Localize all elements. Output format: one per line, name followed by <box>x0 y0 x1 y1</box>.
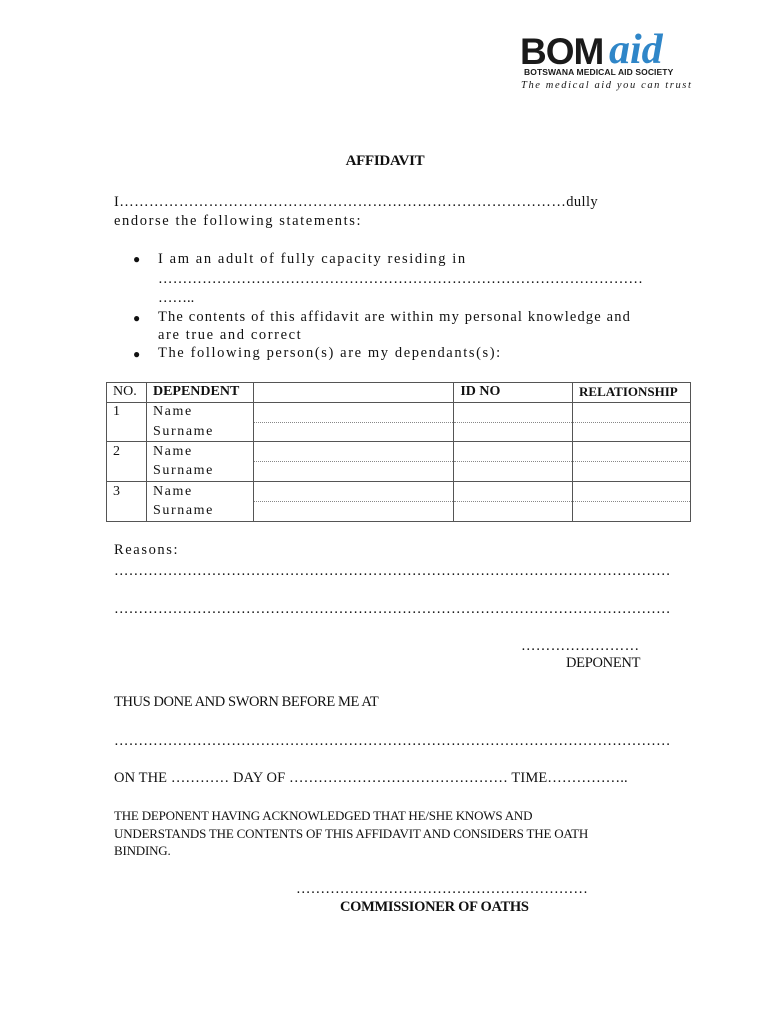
id-no-cell[interactable] <box>454 402 573 422</box>
statement-2-line-1: The contents of this affidavit are within my personal knowledge and <box>158 309 632 325</box>
commissioner-label: COMMISSIONER OF OATHS <box>340 899 529 915</box>
sworn-date-time-line[interactable]: ON THE ………… DAY OF ……………………………………… TIME…………….. <box>114 770 628 786</box>
acknowledgement-line-1: THE DEPONENT HAVING ACKNOWLEDGED THAT HE/SHE KNOWS AND <box>114 808 533 823</box>
row-no: 3 <box>107 481 147 501</box>
id-no-cell[interactable] <box>454 481 573 501</box>
id-no-cell[interactable] <box>454 501 573 521</box>
reasons-label: Reasons: <box>114 542 180 558</box>
acknowledgement-line-2: UNDERSTANDS THE CONTENTS OF THIS AFFIDAVIT AND CONSIDERS THE OATH <box>114 826 589 841</box>
commissioner-signature-line[interactable]: …………………………………………………… <box>296 881 588 897</box>
bullet-icon: ● <box>133 252 141 266</box>
relationship-cell[interactable] <box>573 481 691 501</box>
deponent-signature-line[interactable]: …………………… <box>521 638 640 654</box>
bomaid-logo <box>520 27 695 94</box>
row-dependent-label: Name <box>146 481 253 501</box>
statement-2-line-2: are true and correct <box>158 327 303 343</box>
logo-bom-text: BOM <box>520 31 604 72</box>
dependent-name-cell[interactable] <box>253 481 453 501</box>
dependent-surname-cell[interactable] <box>253 462 453 482</box>
table-row <box>107 462 691 482</box>
relationship-cell[interactable] <box>573 462 691 482</box>
dependent-name-cell[interactable] <box>253 442 453 462</box>
row-dependent-label: Name <box>146 442 253 462</box>
statement-1-line-3: …….. <box>158 290 195 306</box>
relationship-cell[interactable] <box>573 422 691 442</box>
statement-3-line-1: The following person(s) are my dependants(s): <box>158 345 502 361</box>
reasons-line-1[interactable]: …………………………………………………………………………………………………… <box>114 563 671 579</box>
bullet-icon: ● <box>133 347 141 361</box>
deponent-label: DEPONENT <box>566 655 641 671</box>
reasons-line-2[interactable]: …………………………………………………………………………………………………… <box>114 601 671 617</box>
table-header-row <box>107 383 691 403</box>
document-title: AFFIDAVIT <box>345 153 425 169</box>
id-no-cell[interactable] <box>454 442 573 462</box>
bullet-icon: ● <box>133 311 141 325</box>
row-dependent-label: Name <box>146 402 253 422</box>
header-id-no: ID NO <box>454 383 573 403</box>
relationship-cell[interactable] <box>573 402 691 422</box>
header-no: NO. <box>107 383 147 403</box>
header-relationship: RELATIONSHIP <box>573 383 691 403</box>
statement-1-line-2: ……………………………………………………………………………………… <box>158 271 644 287</box>
dependent-name-cell[interactable] <box>253 402 453 422</box>
intro-line-1: I………………………………………………………………………………dully <box>114 194 599 210</box>
row-no: 2 <box>107 442 147 462</box>
dependants-table <box>106 382 691 522</box>
logo-aid-text: aid <box>609 27 663 73</box>
id-no-cell[interactable] <box>454 422 573 442</box>
table-row <box>107 402 691 422</box>
table-row <box>107 501 691 521</box>
table-row <box>107 422 691 442</box>
relationship-cell[interactable] <box>573 442 691 462</box>
row-dependent-label: Surname <box>146 501 253 521</box>
row-dependent-label: Surname <box>146 462 253 482</box>
table-row <box>107 442 691 462</box>
statement-1-line-1: I am an adult of fully capacity residing in <box>158 251 467 267</box>
row-no <box>107 422 147 442</box>
sworn-place-line[interactable]: …………………………………………………………………………………………………… <box>114 733 671 749</box>
logo-tagline: The medical aid you can trust <box>521 80 693 91</box>
row-dependent-label: Surname <box>146 422 253 442</box>
dependent-surname-cell[interactable] <box>253 501 453 521</box>
row-no: 1 <box>107 402 147 422</box>
dependent-surname-cell[interactable] <box>253 422 453 442</box>
row-no <box>107 501 147 521</box>
sworn-label: THUS DONE AND SWORN BEFORE ME AT <box>114 694 379 710</box>
row-no <box>107 462 147 482</box>
id-no-cell[interactable] <box>454 462 573 482</box>
acknowledgement-line-3: BINDING. <box>114 843 171 858</box>
intro-line-2: endorse the following statements: <box>114 213 363 229</box>
relationship-cell[interactable] <box>573 501 691 521</box>
header-dependent: DEPENDENT <box>146 383 253 403</box>
logo-society-name: BOTSWANA MEDICAL AID SOCIETY <box>524 67 674 77</box>
table-row <box>107 481 691 501</box>
